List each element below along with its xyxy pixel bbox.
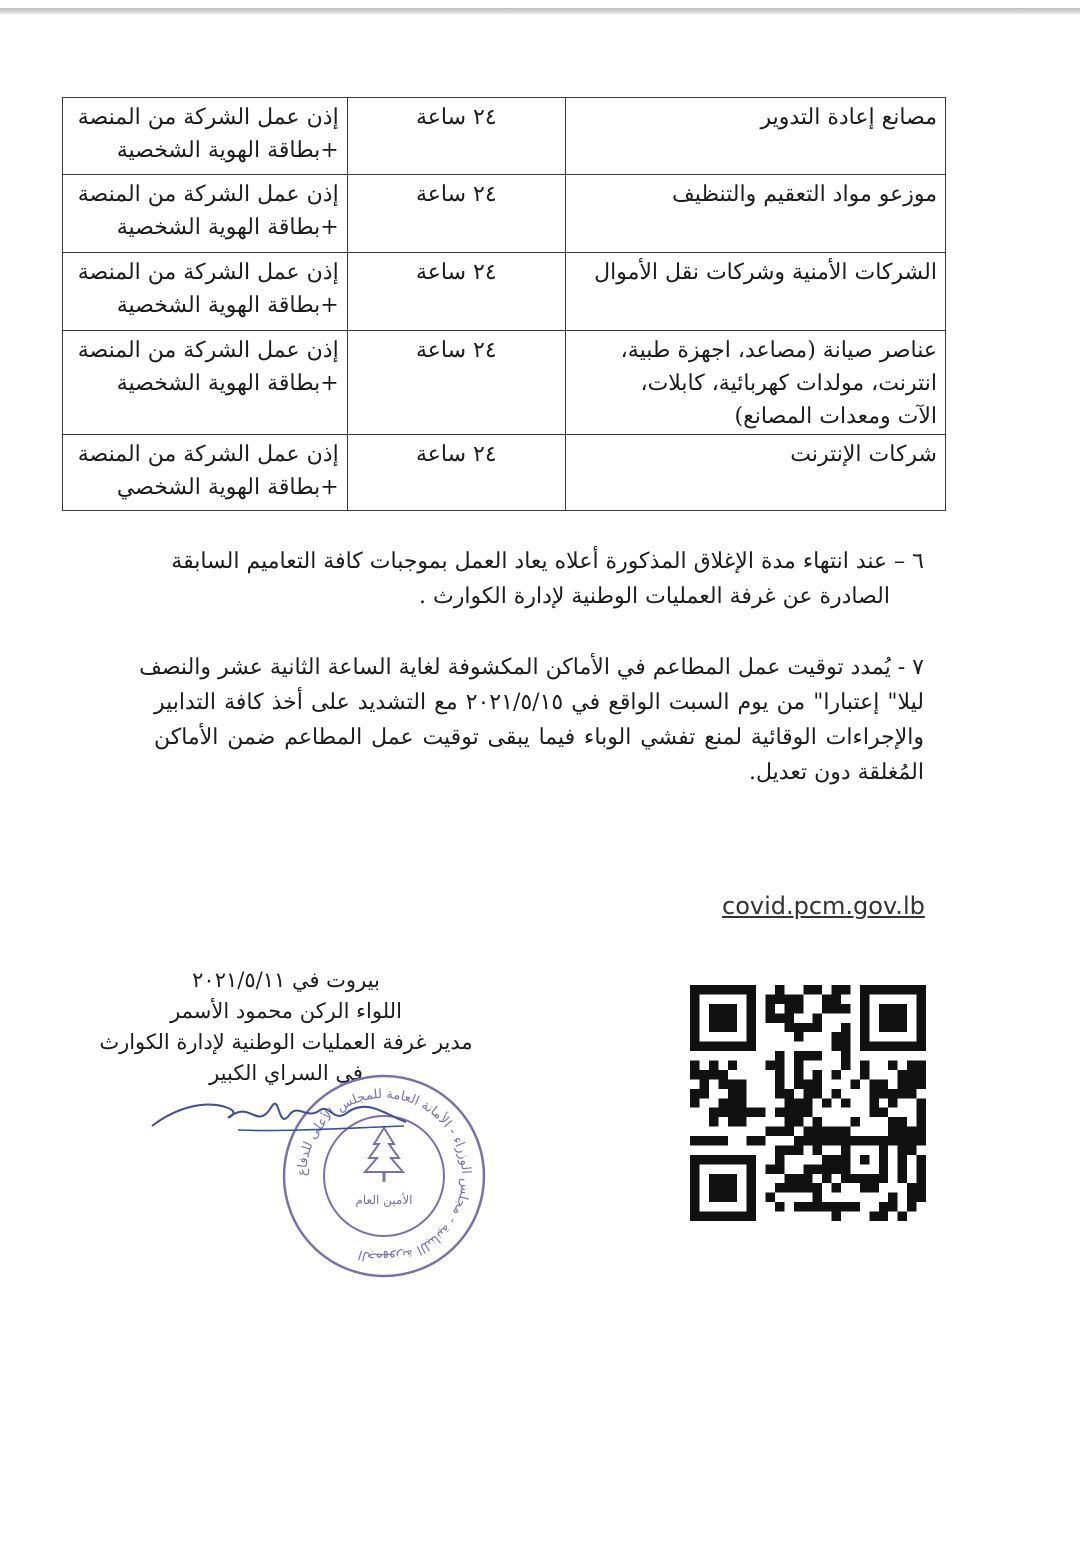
sector-cell [565,175,945,253]
duration-value: ٢٤ ساعة [415,260,497,285]
table-row [63,331,946,435]
paragraph-7-line: المُغلقة دون تعديل. [749,760,924,785]
page-top-edge [0,8,1080,14]
permit-text: إذن عمل الشركة من المنصة [77,442,339,467]
table-row [63,175,946,253]
paragraph-7-line: والإجراءات الوقائية لمنع تفشي الوباء فيما يبقى توقيت عمل المطاعم ضمن الأماكن [154,725,924,750]
duration-cell [347,98,565,175]
permit-text: +بطاقة الهوية الشخصية [116,138,339,163]
sector-name: عناصر صيانة (مصاعد، اجهزة طبية، [620,338,937,363]
sector-cell [565,435,945,511]
sector-name: الآت ومعدات المصانع) [734,404,937,429]
duration-value: ٢٤ ساعة [415,105,497,130]
sector-name: مصانع إعادة التدوير [760,105,937,130]
permit-text: إذن عمل الشركة من المنصة [77,260,339,285]
sector-cell [565,253,945,331]
signatory-name: اللواء الركن محمود الأسمر [170,999,402,1023]
sector-cell [565,98,945,175]
sector-name: موزعو مواد التعقيم والتنظيف [672,182,937,207]
duration-cell [347,331,565,435]
duration-cell [347,435,565,511]
sector-name: انترنت، مولدات كهربائية، كابلات، [640,371,937,396]
table-row [63,253,946,331]
paragraph-7 [139,650,925,790]
permit-text: إذن عمل الشركة من المنصة [77,182,339,207]
signatory-title: مدير غرفة العمليات الوطنية لإدارة الكوارث [99,1030,473,1054]
permit-cell [63,253,348,331]
stamp-ring-text: الجمهورية اللبنانية - مجلس الوزراء - الأمانة العامة للمجلس الأعلى للدفاع [294,1086,474,1266]
paragraph-7-line: ليلا" إعتبارا" من يوم السبت الواقع في ٢٠٢١/٥/١٥ مع التشديد على أخذ كافة التدابير [154,690,925,715]
table-row [63,435,946,511]
duration-cell [347,253,565,331]
paragraph-6-line: الصادرة عن غرفة العمليات الوطنية لإدارة الكوارث . [419,584,890,609]
sector-cell [565,331,945,435]
permit-cell [63,331,348,435]
signatory-location: في السراي الكبير [209,1061,363,1085]
qr-code-icon [690,985,926,1221]
permit-text: إذن عمل الشركة من المنصة [77,338,339,363]
sector-name: الشركات الأمنية وشركات نقل الأموال [594,260,937,285]
handwritten-signature [148,1086,408,1146]
permit-cell [63,435,348,511]
sector-name: شركات الإنترنت [790,442,937,467]
paragraph-6 [171,544,924,614]
permit-text: +بطاقة الهوية الشخصية [116,371,339,396]
paragraph-6-line: ٦ – عند انتهاء مدة الإغلاق المذكورة أعلاه يعاد العمل بموجبات كافة التعاميم السابقة [171,549,924,574]
permit-text: إذن عمل الشركة من المنصة [77,105,339,130]
place-date: بيروت في ٢٠٢١/٥/١١ [192,968,380,992]
table-row [63,98,946,175]
covid-website-link[interactable]: covid.pcm.gov.lb [722,892,925,920]
permit-text: +بطاقة الهوية الشخصية [116,215,339,240]
permit-cell [63,98,348,175]
permit-text: +بطاقة الهوية الشخصي [116,475,339,500]
sectors-table [62,97,946,511]
stamp-center-text: الأمين العام [355,1193,413,1207]
duration-cell [347,175,565,253]
duration-value: ٢٤ ساعة [415,182,497,207]
paragraph-7-line: ٧ - يُمدد توقيت عمل المطاعم في الأماكن المكشوفة لغاية الساعة الثانية عشر والنصف [139,655,924,680]
duration-value: ٢٤ ساعة [415,442,497,467]
permit-text: +بطاقة الهوية الشخصية [116,293,339,318]
permit-cell [63,175,348,253]
duration-value: ٢٤ ساعة [415,338,497,363]
